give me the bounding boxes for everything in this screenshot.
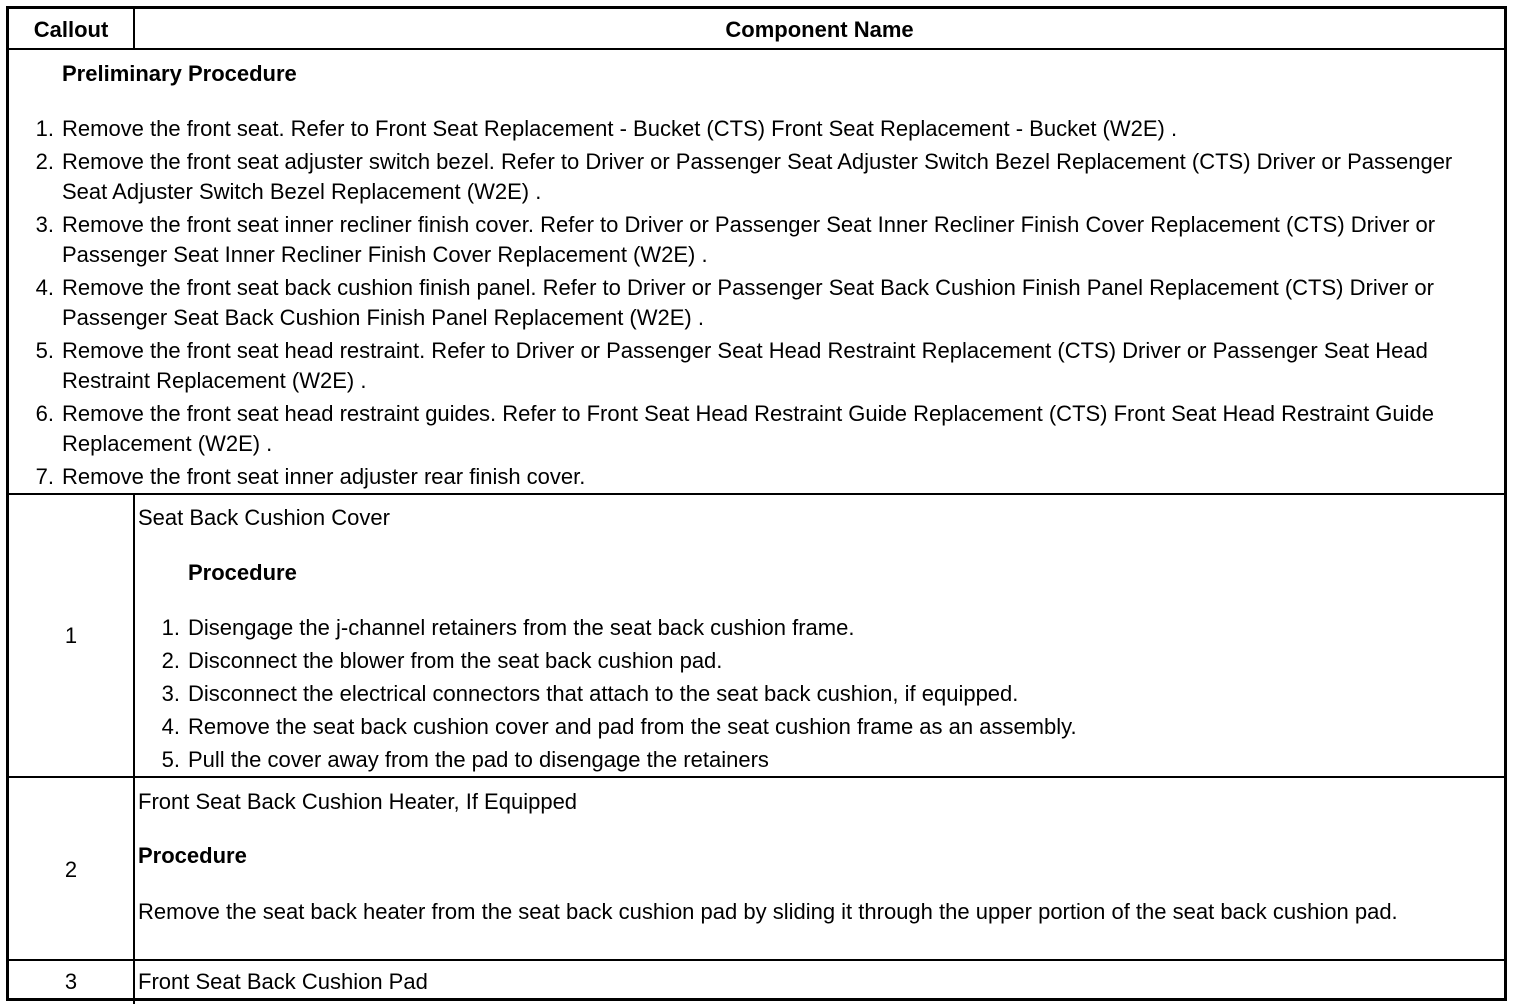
procedure-title-2: Procedure [138, 843, 247, 868]
components-table [6, 6, 1507, 1001]
preliminary-steps [26, 114, 1494, 495]
list-item: 2. Remove the front seat adjuster switch bezel. Refer to Driver or Passenger Seat Adjuster Switch Bezel Replacement (CTS) Driver or Passenger Seat Adjuster Switch Bezel Replacement (W2E) . [35, 149, 1453, 204]
list-item: 4. Remove the seat back cushion cover and pad from the seat cushion frame as an assembly. [161, 714, 1077, 739]
component-name-3: Front Seat Back Cushion Pad [138, 969, 428, 994]
list-item: 4. Remove the front seat back cushion finish panel. Refer to Driver or Passenger Seat Back Cushion Finish Panel Replacement (CTS) Driver or Passenger Seat Back Cushion Finish Panel Replacement (W2E) . [35, 275, 1434, 330]
header-divider [133, 9, 135, 49]
callout-2: 2 [64, 857, 78, 882]
preliminary-title: Preliminary Procedure [62, 61, 297, 86]
callout-1: 1 [64, 623, 78, 648]
header-callout: Callout [33, 17, 109, 42]
component-name-1: Seat Back Cushion Cover [138, 505, 390, 530]
callout-3: 3 [64, 969, 78, 994]
row-2-bottom-rule [9, 959, 1504, 961]
list-item: 3. Disconnect the electrical connectors that attach to the seat back cushion, if equipped. [161, 681, 1019, 706]
component-name-2: Front Seat Back Cushion Heater, If Equipped [138, 789, 578, 814]
list-item: 7. Remove the front seat inner adjuster rear finish cover. [35, 464, 586, 489]
header-bottom-rule [9, 48, 1504, 50]
procedure-title-1: Procedure [188, 560, 297, 585]
row-1-bottom-rule [9, 776, 1504, 778]
callout-column-divider [133, 494, 135, 1004]
list-item: 5. Pull the cover away from the pad to disengage the retainers [161, 747, 769, 772]
preliminary-bottom-rule [9, 493, 1504, 495]
list-item: 1. Remove the front seat. Refer to Front Seat Replacement - Bucket (CTS) Front Seat Replacement - Bucket (W2E) . [35, 116, 1178, 141]
list-item: 1. Disengage the j-channel retainers from the seat back cushion frame. [161, 615, 855, 640]
list-item: 5. Remove the front seat head restraint. Refer to Driver or Passenger Seat Head Restraint Replacement (CTS) Driver or Passenger Seat Head Restraint Replacement (W2E) . [35, 338, 1428, 393]
list-item: 2. Disconnect the blower from the seat back cushion pad. [161, 648, 723, 673]
list-item: 3. Remove the front seat inner recliner finish cover. Refer to Driver or Passenger Seat Inner Recliner Finish Cover Replacement (CTS) Driver or Passenger Seat Inner Recliner Finish Cover Replacement (W2E) . [35, 212, 1436, 267]
header-component-name: Component Name [725, 17, 914, 42]
list-item: 6. Remove the front seat head restraint guides. Refer to Front Seat Head Restraint Guide Replacement (CTS) Front Seat Head Restraint Guide Replacement (W2E) . [35, 401, 1435, 456]
procedure-steps-1 [152, 613, 1494, 778]
procedure-text-2: Remove the seat back heater from the seat back cushion pad by sliding it through the upper portion of the seat back cushion pad. [138, 899, 1398, 924]
